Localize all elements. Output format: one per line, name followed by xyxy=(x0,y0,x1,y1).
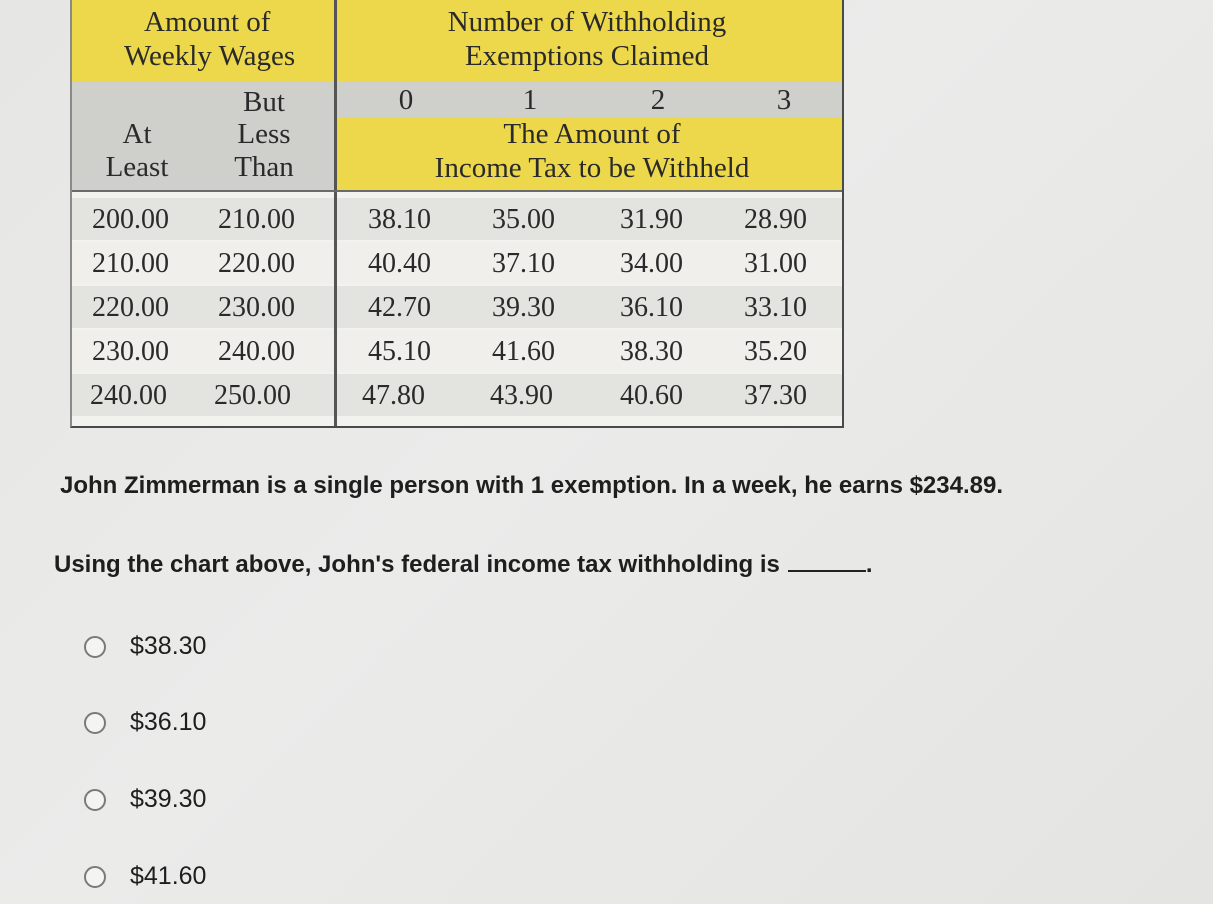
tax-2: 40.60 xyxy=(620,380,683,411)
exemptions-header-line1: Number of Withholding xyxy=(447,6,727,38)
wage-less-than: 220.00 xyxy=(218,248,295,279)
tax-3: 33.10 xyxy=(744,292,807,323)
option-label: $36.10 xyxy=(130,708,207,736)
tax-3: 31.00 xyxy=(744,248,807,279)
exemption-col-0: 0 xyxy=(398,84,414,116)
tax-3: 35.20 xyxy=(744,336,807,367)
withholding-table xyxy=(70,0,844,428)
question-line1: John Zimmerman is a single person with 1 exemption. In a week, he earns $234.89. xyxy=(60,472,1004,499)
tax-1: 39.30 xyxy=(492,292,555,323)
wage-at-least: 240.00 xyxy=(90,380,167,411)
exemption-col-1: 1 xyxy=(522,84,538,116)
tax-0: 40.40 xyxy=(368,248,431,279)
wage-at-least: 200.00 xyxy=(92,204,169,235)
amount-header-line1: The Amount of xyxy=(503,118,681,150)
tax-1: 35.00 xyxy=(492,204,555,235)
option-3[interactable] xyxy=(84,862,206,891)
wage-at-least: 230.00 xyxy=(92,336,169,367)
wages-header-line2: Weekly Wages xyxy=(124,40,296,72)
option-label: $38.30 xyxy=(130,632,207,660)
option-label: $39.30 xyxy=(130,785,207,813)
option-2[interactable] xyxy=(84,785,206,814)
wage-at-least: 210.00 xyxy=(92,248,169,279)
tax-0: 38.10 xyxy=(368,204,431,235)
row-stripe xyxy=(72,374,842,416)
tax-1: 43.90 xyxy=(490,380,553,411)
tax-2: 38.30 xyxy=(620,336,683,367)
option-1[interactable] xyxy=(84,708,206,737)
at-label: At xyxy=(122,118,152,150)
wages-header-line1: Amount of xyxy=(144,6,271,38)
wage-less-than: 230.00 xyxy=(218,292,295,323)
exemption-col-3: 3 xyxy=(776,84,792,116)
radio-button-icon[interactable] xyxy=(84,866,106,888)
answer-blank xyxy=(788,552,866,572)
tax-1: 41.60 xyxy=(492,336,555,367)
tax-0: 45.10 xyxy=(368,336,431,367)
question-line2: Using the chart above, John's federal income tax withholding is xyxy=(54,551,780,578)
exemptions-header-line2: Exemptions Claimed xyxy=(464,40,710,72)
tax-1: 37.10 xyxy=(492,248,555,279)
wage-less-than: 250.00 xyxy=(214,380,291,411)
tax-3: 37.30 xyxy=(744,380,807,411)
than-label: Than xyxy=(234,151,294,183)
amount-header-line2: Income Tax to be Withheld xyxy=(434,152,750,184)
tax-2: 36.10 xyxy=(620,292,683,323)
less-label: Less xyxy=(237,118,291,150)
wage-less-than: 210.00 xyxy=(218,204,295,235)
exemption-col-2: 2 xyxy=(650,84,666,116)
row-stripe xyxy=(72,286,842,328)
tax-2: 31.90 xyxy=(620,204,683,235)
question-text xyxy=(60,472,1003,500)
but-label: But xyxy=(243,86,285,118)
tax-2: 34.00 xyxy=(620,248,683,279)
row-stripe xyxy=(72,330,842,372)
option-0[interactable] xyxy=(84,632,206,661)
wage-at-least: 220.00 xyxy=(92,292,169,323)
least-label: Least xyxy=(105,151,169,183)
column-divider xyxy=(334,0,337,426)
radio-button-icon[interactable] xyxy=(84,636,106,658)
question-prompt xyxy=(54,551,873,579)
tax-0: 47.80 xyxy=(362,380,425,411)
radio-button-icon[interactable] xyxy=(84,712,106,734)
tax-3: 28.90 xyxy=(744,204,807,235)
wage-less-than: 240.00 xyxy=(218,336,295,367)
radio-button-icon[interactable] xyxy=(84,789,106,811)
header-divider xyxy=(72,190,842,192)
row-stripe xyxy=(72,198,842,240)
row-stripe xyxy=(72,242,842,284)
option-label: $41.60 xyxy=(130,862,207,890)
question-end: . xyxy=(865,551,873,578)
tax-0: 42.70 xyxy=(368,292,431,323)
